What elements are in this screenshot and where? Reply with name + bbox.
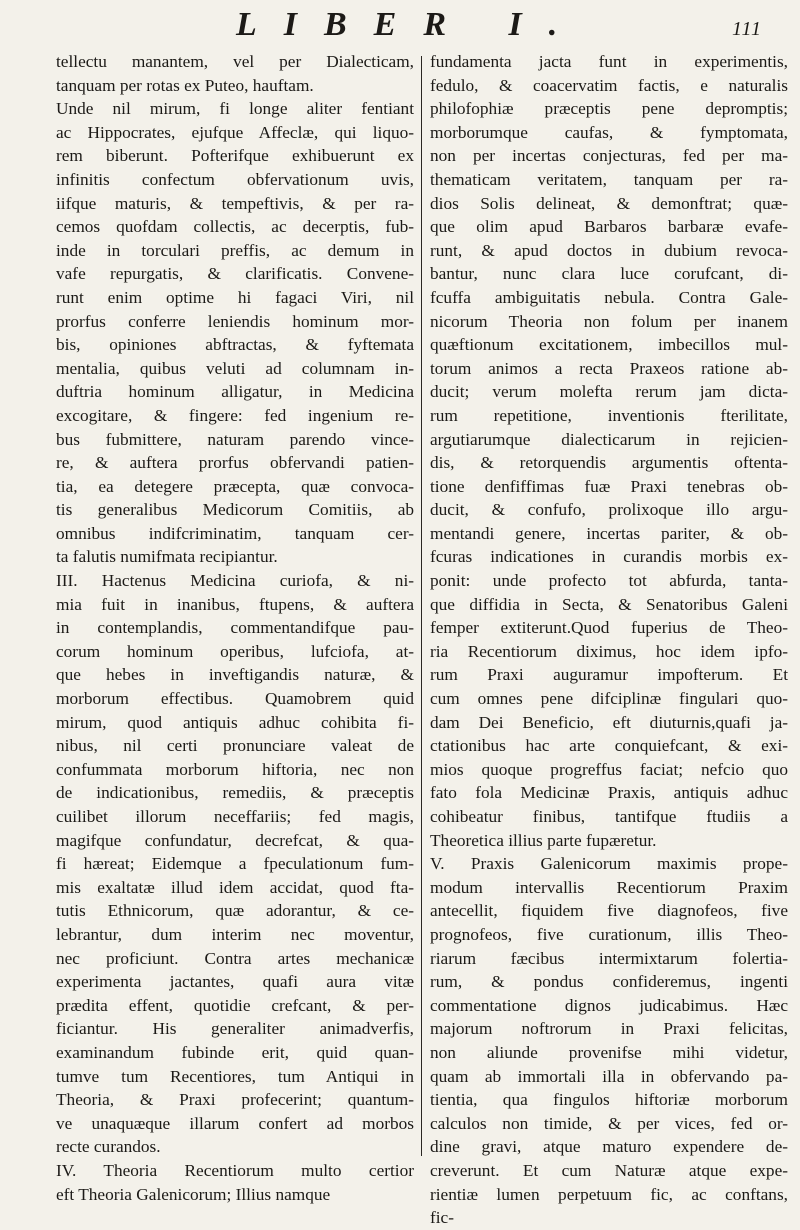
text-line: mentandi genere, incertas pariter, & ob- xyxy=(430,523,788,543)
text-line: lebrantur, dum interim nec moventur, xyxy=(56,924,414,944)
text-line: que hebes in inveftigandis naturæ, & xyxy=(56,665,414,685)
text-line: commentatione dignos judicabimus. Hæc xyxy=(430,995,788,1015)
text-line: iifque maturis, & tempeftivis, & per ra- xyxy=(56,193,414,213)
text-line: ficiantur. His generaliter animadverfis, xyxy=(56,1019,414,1039)
text-line: bantur, nunc clara luce corufcant, di- xyxy=(430,264,788,284)
text-line: in contemplandis, commentandifque pau- xyxy=(56,618,414,638)
text-line: mia fuit in inanibus, ftupens, & auftera xyxy=(56,594,414,614)
text-line: thematicam veritatem, tanquam per ra- xyxy=(430,169,788,189)
text-line: excogitare, & fingere: fed ingenium re- xyxy=(56,405,414,425)
text-line: tumve tum Recentiores, tum Antiqui in xyxy=(56,1066,414,1086)
text-line: torum animos a recta Praxeos ratione ab- xyxy=(430,358,788,378)
text-line: corum hominum operibus, lufciofa, at- xyxy=(56,641,414,661)
text-line: tellectu manantem, vel per Dialecticam, xyxy=(56,52,414,71)
text-line: bis, opiniones abftractas, & fyftemata xyxy=(56,335,414,355)
text-line: rum, & pondus confideremus, ingenti xyxy=(430,972,788,992)
text-line: cuilibet illorum neceffariis; fed magis, xyxy=(56,807,414,826)
text-line: morborumque caufas, & fymptomata, xyxy=(430,122,788,142)
text-line: riarum fæcibus intermixtarum folertia- xyxy=(430,948,788,968)
text-line: modum intervallis Recentiorum Praxim xyxy=(430,877,788,897)
text-line: antecellit, fiquidem five diagnofeos, five xyxy=(430,901,788,921)
text-line: rum repetitione, inventionis fterilitate, xyxy=(430,405,788,425)
right-text-column xyxy=(430,50,788,1228)
text-line: III. Hactenus Medicina curiofa, & ni- xyxy=(56,571,414,591)
running-title: LIBER I. xyxy=(236,6,585,43)
text-line: eft Theoria Galenicorum; Illius namque xyxy=(56,1184,331,1204)
text-line: fato fola Medicinæ Praxis, antiquis adhuc xyxy=(430,783,788,803)
text-line: femper extiterunt.Quod fuperius de Theo- xyxy=(430,618,788,638)
page-number: 111 xyxy=(731,18,762,40)
text-line: runt enim optime hi fagaci Viri, nil xyxy=(56,287,414,307)
text-line: experimenta jactantes, quafi aura vitæ xyxy=(56,972,414,992)
text-line: Theoria, & Praxi profecerint; quantum- xyxy=(56,1090,414,1110)
text-line: nec proficiunt. Contra artes mechanicæ xyxy=(56,948,414,968)
text-line: bus fubmittere, naturam parendo vince- xyxy=(56,429,414,449)
text-line: rientiæ lumen perpetuum fic, ac conftans, xyxy=(430,1184,788,1204)
text-line: dam Dei Beneficio, eft diuturnis,quafi ja- xyxy=(430,712,788,732)
text-line: fundamenta jacta funt in experimentis, xyxy=(430,52,788,71)
text-line: cum omnes pene difciplinæ fingulari quo- xyxy=(430,689,788,709)
left-text-column xyxy=(56,50,414,1204)
text-line: mios quoque progreffus faciat; nefcio quo xyxy=(430,759,788,779)
text-line: tientia, qua fingulos hiftoriæ morborum xyxy=(430,1090,788,1110)
text-line: tanquam per rotas ex Puteo, hauftam. xyxy=(56,75,314,95)
text-line: vafe repurgatis, & clarificatis. Convene- xyxy=(56,264,414,284)
text-line: re, & auftera prorfus obfervandi patien- xyxy=(56,453,414,473)
text-line: dios Solis delineat, & demonftrat; quæ- xyxy=(430,193,788,213)
text-line: dis, & retorquendis argumentis oftenta- xyxy=(430,453,788,473)
text-line: magifque confundatur, decrefcat, & qua- xyxy=(56,830,414,850)
text-line: prædita effent, quotidie crefcant, & per- xyxy=(56,995,414,1015)
text-line: de indicationibus, remediis, & præceptis xyxy=(56,783,414,803)
text-line: mis exaltatæ illud idem accidat, quod fta- xyxy=(56,877,414,897)
text-line: IV. Theoria Recentiorum multo certior xyxy=(56,1160,414,1180)
text-line: fedulo, & coacervatim factis, e naturalis xyxy=(430,75,788,95)
text-line: calculos non timide, & per vices, fed or- xyxy=(430,1113,788,1133)
text-line: recte curandos. xyxy=(56,1137,161,1157)
text-line: ducit; verum molefta rerum jam dicta- xyxy=(430,382,788,402)
text-line: tia, ea detegere præcepta, quæ convoca- xyxy=(56,476,414,496)
text-line: mentalia, quibus veluti ad columnam in- xyxy=(56,358,414,378)
text-line: Unde nil mirum, fi longe aliter fentiant xyxy=(56,99,414,119)
text-line: cohibeatur finibus, tantifque ftudiis a xyxy=(430,807,788,826)
text-line: creverunt. Et cum Naturæ atque expe- xyxy=(430,1160,788,1180)
text-line: examinandum fubinde erit, quid quan- xyxy=(56,1042,414,1062)
running-header xyxy=(0,6,800,52)
text-line: dine gravi, atque maturo expendere de- xyxy=(430,1137,788,1157)
text-line: fcuras indicationes in curandis morbis ex- xyxy=(430,547,788,567)
text-line: ria Recentiorum diximus, hoc idem ipfo- xyxy=(430,641,788,661)
column-divider xyxy=(421,56,422,1156)
text-line: que olim apud Barbaros barbaræ evafe- xyxy=(430,217,788,237)
text-line: prorfus conferre leniendis hominum mor- xyxy=(56,311,414,331)
text-line: rem biberunt. Pofterifque exhibuerunt ex xyxy=(56,146,414,166)
text-line: que diffidia in Secta, & Senatoribus Galeni xyxy=(430,594,788,614)
text-line: infinitis confectum obfervationum uvis, xyxy=(56,169,414,189)
text-line: Theoretica illius parte fupæretur. xyxy=(430,830,657,850)
text-line: confummata morborum hiftoria, nec non xyxy=(56,759,414,779)
text-line: morborum effectibus. Quamobrem quid xyxy=(56,689,414,709)
text-line: V. Praxis Galenicorum maximis prope- xyxy=(430,854,788,874)
text-line: quæftionum excitationem, imbecillos mul- xyxy=(430,335,788,355)
text-line: ve unaquæque illarum confert ad morbos xyxy=(56,1113,414,1133)
text-line: mirum, quod antiquis adhuc cohibita fi- xyxy=(56,712,414,732)
text-line: tis generalibus Medicorum Comitiis, ab xyxy=(56,500,414,520)
text-line: ac Hippocrates, ejufque Affeclæ, qui liquo- xyxy=(56,122,414,142)
text-line: philofophiæ præceptis pene depromptis; xyxy=(430,99,788,119)
text-line: runt, & apud doctos in dubium revoca- xyxy=(430,240,788,260)
text-line: fic- xyxy=(430,1208,454,1228)
text-line: non per incertas conjecturas, fed per ma- xyxy=(430,146,788,166)
text-line: non aliunde provenifse mihi videtur, xyxy=(430,1042,788,1062)
text-line: fcuffa ambiguitatis nebula. Contra Gale- xyxy=(430,287,788,307)
text-line: tutis Ethnicorum, quæ adorantur, & ce- xyxy=(56,901,414,921)
text-line: cemos quofdam collectis, ac decerptis, fub- xyxy=(56,217,414,237)
text-line: ducit, & confufo, prolixoque illo argu- xyxy=(430,500,788,520)
text-line: nicorum Theoria non folum per inanem xyxy=(430,311,788,331)
text-line: ponit: unde profecto tot abfurda, tanta- xyxy=(430,571,788,591)
text-line: fi hæreat; Eidemque a fpeculationum fum- xyxy=(56,854,414,874)
text-line: majorum noftrorum in Praxi felicitas, xyxy=(430,1019,788,1039)
text-line: inde in torculari preffis, ac demum in xyxy=(56,240,414,260)
text-line: omnibus indifcriminatim, tanquam cer- xyxy=(56,523,414,543)
text-line: argutiarumque dialecticarum in rejicien- xyxy=(430,429,788,449)
text-line: duftria hominum alligatur, in Medicina xyxy=(56,382,414,402)
text-line: prognofeos, five curationum, illis Theo- xyxy=(430,924,788,944)
text-line: quam ab immortali illa in obfervando pa- xyxy=(430,1066,788,1086)
text-line: tione denfiffimas fuæ Praxi tenebras ob- xyxy=(430,476,788,496)
text-line: rum Praxi auguramur impofterum. Et xyxy=(430,665,788,685)
text-line: ta falutis numifmata recipiantur. xyxy=(56,547,278,567)
text-line: nibus, nil certi pronunciare valeat de xyxy=(56,736,414,756)
text-line: ctationibus hac arte conquiefcant, & exi- xyxy=(430,736,788,756)
